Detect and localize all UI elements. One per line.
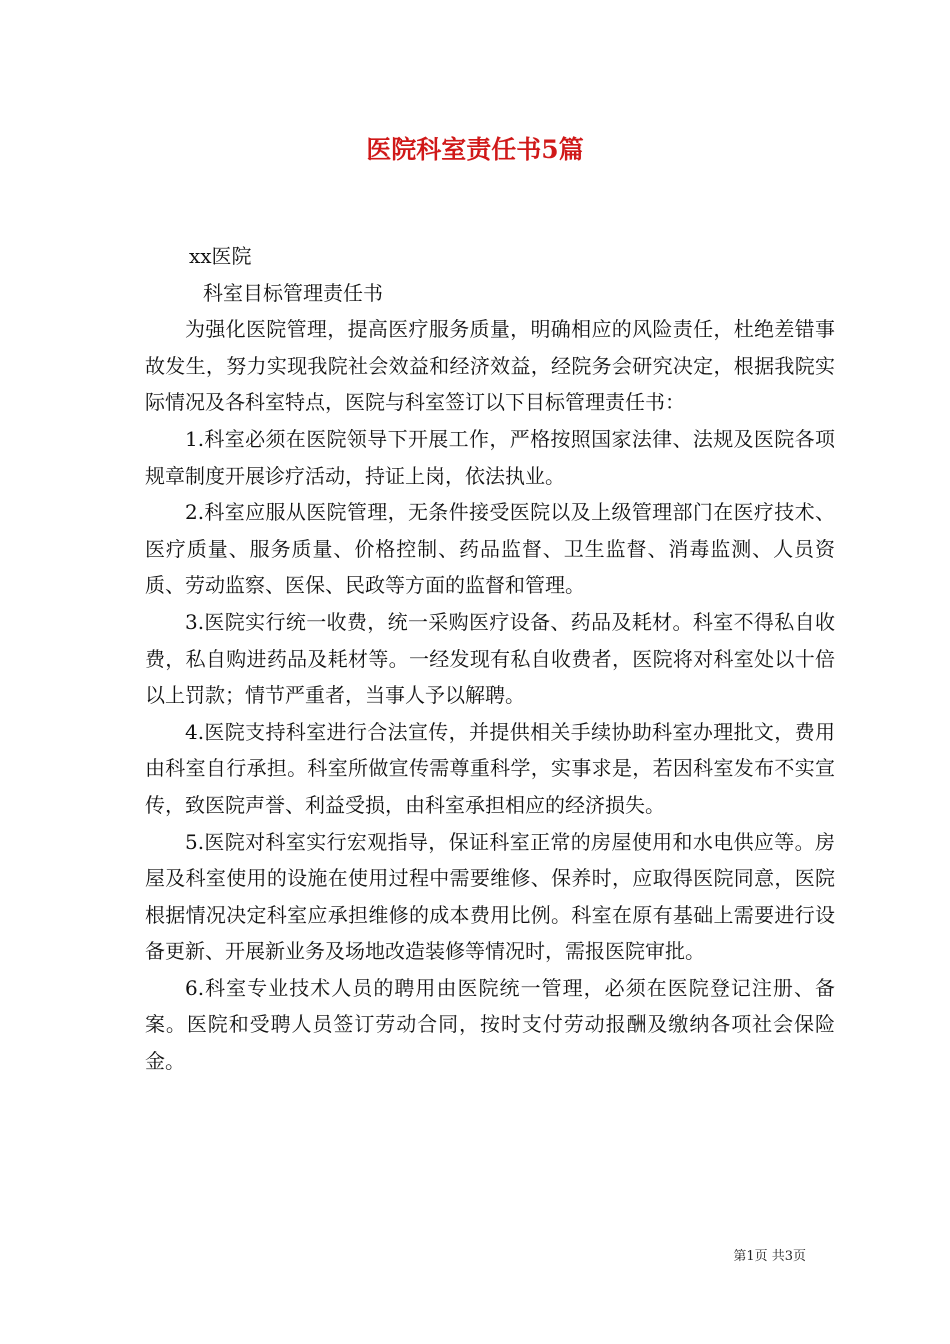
page-number: 第1页 共3页 <box>733 1249 806 1264</box>
paragraph-item-6: 6.科室专业技术人员的聘用由医院统一管理，必须在医院登记注册、备案。医院和受聘人员签订劳动合同，按时支付劳动报酬及缴纳各项社会保险金。 <box>145 975 835 1074</box>
paragraph-item-1: 1.科室必须在医院领导下开展工作，严格按照国家法律、法规及医院各项规章制度开展诊疗活动，持证上岗，依法执业。 <box>145 426 835 488</box>
paragraph-intro: 为强化医院管理，提高医疗服务质量，明确相应的风险责任，杜绝差错事故发生，努力实现我院社会效益和经济效益，经院务会研究决定，根据我院实际情况及各科室特点，医院与科室签订以下目标管理责任书： <box>145 317 835 415</box>
document-subtitle: 科室目标管理责任书 <box>203 280 383 305</box>
paragraph-item-2: 2.科室应服从医院管理，无条件接受医院以及上级管理部门在医疗技术、医疗质量、服务质量、价格控制、药品监督、卫生监督、消毒监测、人员资质、劳动监察、医保、民政等方面的监督和管理。 <box>145 500 835 598</box>
paragraph-item-3: 3.医院实行统一收费，统一采购医疗设备、药品及耗材。科室不得私自收费，私自购进药品及耗材等。一经发现有私自收费者，医院将对科室处以十倍以上罚款；情节严重者，当事人予以解聘。 <box>145 609 835 708</box>
hospital-name: xx医院 <box>189 244 252 268</box>
paragraph-item-5: 5.医院对科室实行宏观指导，保证科室正常的房屋使用和水电供应等。房屋及科室使用的设施在使用过程中需要维修、保养时，应取得医院同意，医院根据情况决定科室应承担维修的成本费用比例。科室在原有基础上需要进行设备更新、开展新业务及场地改造装修等情况时，需报医院审批。 <box>145 829 835 964</box>
paragraph-item-4: 4.医院支持科室进行合法宣传，并提供相关手续协助科室办理批文，费用由科室自行承担。科室所做宣传需尊重科学，实事求是，若因科室发布不实宣传，致医院声誉、利益受损，由科室承担相应的经济损失。 <box>145 719 835 817</box>
document-body <box>145 238 835 1080</box>
page-title: 医院科室责任书5篇 <box>366 135 584 164</box>
